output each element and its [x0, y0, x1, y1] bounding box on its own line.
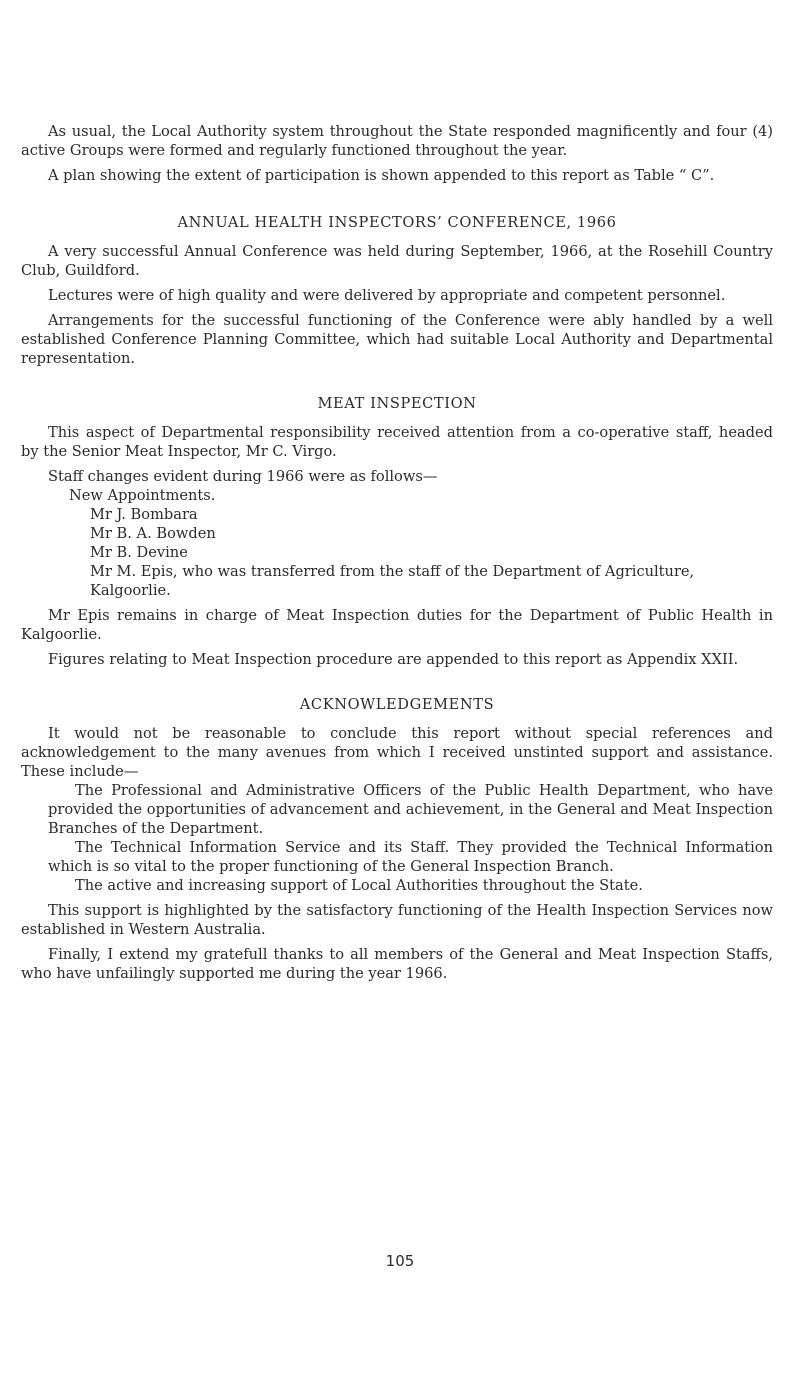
ack-paragraph-2: This support is highlighted by the satisfactory functioning of the Health Inspection Services now established in Western Australia. [21, 902, 773, 938]
meat-paragraph-1: This aspect of Departmental responsibility received attention from a co-operative staff, headed by the Senior Meat Inspector, Mr C. Virgo. [21, 424, 773, 460]
page-number: 105 [385, 1252, 415, 1270]
intro-paragraph-2: A plan showing the extent of participation is shown appended to this report as Table “ C”. [48, 167, 715, 184]
ack-paragraph-3: Finally, I extend my gratefull thanks to all members of the General and Meat Inspection Staffs, who have unfailingly supported me during the year 1966. [21, 946, 773, 982]
ack-item-3: The active and increasing support of Local Authorities throughout the State. [75, 877, 643, 894]
meat-paragraph-4: Figures relating to Meat Inspection procedure are appended to this report as Appendix XXII. [48, 651, 739, 668]
meat-inspection-heading: MEAT INSPECTION [317, 395, 477, 412]
meat-paragraph-3: Mr Epis remains in charge of Meat Inspection duties for the Department of Public Health in Kalgoorlie. [21, 607, 773, 643]
conference-paragraph-2: Lectures were of high quality and were delivered by appropriate and competent personnel. [48, 287, 726, 304]
conference-heading: ANNUAL HEALTH INSPECTORS’ CONFERENCE, 1966 [177, 214, 617, 231]
appointment-item: Mr M. Epis, who was transferred from the staff of the Department of Agriculture, Kalgoorlie. [90, 563, 695, 599]
meat-paragraph-2: Staff changes evident during 1966 were as follows— [48, 468, 438, 485]
ack-paragraph-1: It would not be reasonable to conclude this report without special references and acknowledgement to the many avenues from which I received unstinted support and assistance. These include— [21, 725, 773, 780]
intro-paragraph-1: As usual, the Local Authority system throughout the State responded magnificently and four (4) active Groups were formed and regularly functioned throughout the year. [21, 123, 773, 159]
appointment-item: Mr B. A. Bowden [90, 525, 216, 542]
appointments-list [21, 486, 773, 600]
ack-item-2: The Technical Information Service and its Staff. They provided the Technical Information which is so vital to the proper functioning of the General Inspection Branch. [48, 839, 773, 875]
appointment-item: Mr J. Bombara [90, 506, 198, 523]
text-column [21, 122, 773, 983]
conference-paragraph-1: A very successful Annual Conference was held during September, 1966, at the Rosehill Country Club, Guildford. [21, 243, 773, 279]
ack-inner-block [21, 781, 773, 895]
appointments-label: New Appointments. [69, 487, 216, 504]
ack-item-1: The Professional and Administrative Officers of the Public Health Department, who have provided the opportunities of advancement and achievement, in the General and Meat Inspection Branches of the Department. [48, 782, 773, 837]
acknowledgements-heading: ACKNOWLEDGEMENTS [299, 696, 495, 713]
conference-paragraph-3: Arrangements for the successful functioning of the Conference were ably handled by a well established Conference Planning Committee, which had suitable Local Authority and Departmental representation. [21, 312, 773, 367]
appointment-item: Mr B. Devine [90, 544, 188, 561]
